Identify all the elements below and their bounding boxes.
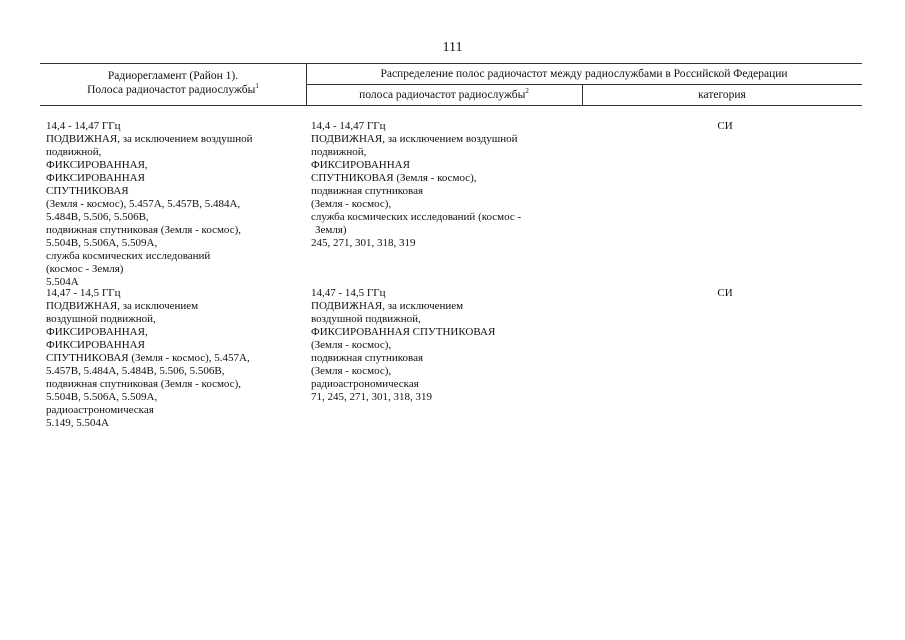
row1-col1: [46, 120, 252, 289]
row2-category: СИ: [717, 287, 733, 299]
footnote-2-marker: 2: [525, 87, 529, 96]
header-col2-title-text: Распределение полос радиочастот между радиослужбами в Российской Федерации: [380, 68, 788, 80]
row1-col2-line: СПУТНИКОВАЯ (Земля - космос),: [311, 172, 477, 184]
row1-col1-line: подвижной,: [46, 146, 102, 158]
row1-col2-line: подвижная спутниковая: [311, 185, 424, 197]
row2-col2-line: (Земля - космос),: [311, 365, 392, 377]
row2-col1-line: 5.504B, 5.506A, 5.509A,: [46, 391, 158, 403]
row2-col1-line: 5.457B, 5.484A, 5.484B, 5.506, 5.506B,: [46, 365, 225, 377]
header-sub-rule: [306, 84, 862, 85]
header-col2a-text: полоса радиочастот радиослужбы: [359, 89, 526, 101]
row1-col1-line: 5.504A: [46, 276, 79, 288]
page-number: 111: [442, 40, 463, 55]
table-top-rule: [40, 63, 862, 64]
footnote-1-marker: 1: [255, 82, 259, 91]
row2-col2-line: воздушной подвижной,: [311, 313, 421, 325]
row2-col2-line: 14,47 - 14,5 ГГц: [311, 287, 386, 299]
row1-col1-line: (космос - Земля): [46, 263, 124, 275]
row2-col1-line: 5.149, 5.504A: [46, 417, 109, 429]
header-col1-line1: Радиорегламент (Район 1).: [107, 70, 239, 82]
row2-col1: [46, 287, 250, 430]
row1-col2-line: [311, 224, 521, 237]
row1-col2-line: подвижной,: [311, 146, 367, 158]
header-col2b-text: категория: [698, 89, 746, 101]
row1-col2-line: служба космических исследований (космос -: [311, 211, 522, 223]
row2-col1-line: подвижная спутниковая (Земля - космос),: [46, 378, 242, 390]
row2-col2-line: подвижная спутниковая: [311, 352, 424, 364]
row2-col2: [311, 287, 495, 404]
header-col1-line2-text: Полоса радиочастот радиослужбы: [87, 84, 256, 96]
row1-col2: [311, 120, 521, 250]
row2-col2-line: (Земля - космос),: [311, 339, 392, 351]
row1-col1-line: 14,4 - 14,47 ГГц: [46, 120, 121, 132]
row1-col1-line: СПУТНИКОВАЯ: [46, 185, 129, 197]
row2-col2-line: 71, 245, 271, 301, 318, 319: [311, 391, 432, 403]
row1-col2-line: 14,4 - 14,47 ГГц: [311, 120, 386, 132]
row2-col1-line: 14,47 - 14,5 ГГц: [46, 287, 121, 299]
row2-col2-line: ПОДВИЖНАЯ, за исключением: [311, 300, 464, 312]
row2-col1-line: воздушной подвижной,: [46, 313, 156, 325]
row2-col1-line: ФИКСИРОВАННАЯ,: [46, 326, 148, 338]
row1-col2-line-text: Земля): [315, 224, 347, 236]
row1-col2-line: (Земля - космос),: [311, 198, 392, 210]
row2-col1-line: радиоастрономическая: [46, 404, 154, 416]
row1-col2-line: 245, 271, 301, 318, 319: [311, 237, 416, 249]
row1-col2-line: ФИКСИРОВАННАЯ: [311, 159, 410, 171]
row1-col1-line: 5.504B, 5.506A, 5.509A,: [46, 237, 158, 249]
header-col1: [40, 69, 306, 97]
row2-col1-line: ФИКСИРОВАННАЯ: [46, 339, 145, 351]
row2-col1-line: СПУТНИКОВАЯ (Земля - космос), 5.457A,: [46, 352, 250, 364]
row1-col1-line: 5.484B, 5.506, 5.506B,: [46, 211, 149, 223]
row1-col1-line: подвижная спутниковая (Земля - космос),: [46, 224, 242, 236]
row2-col2-line: радиоастрономическая: [311, 378, 419, 390]
row1-col1-line: ФИКСИРОВАННАЯ: [46, 172, 145, 184]
row1-category: СИ: [717, 120, 733, 132]
header-col2-title: [306, 67, 862, 81]
header-bottom-rule: [40, 105, 862, 106]
row2-col1-line: ПОДВИЖНАЯ, за исключением: [46, 300, 199, 312]
row1-col1-line: ФИКСИРОВАННАЯ,: [46, 159, 148, 171]
row1-col1-line: (Земля - космос), 5.457A, 5.457B, 5.484A,: [46, 198, 241, 210]
header-col2b: [582, 88, 862, 102]
row1-col2-line: ПОДВИЖНАЯ, за исключением воздушной: [311, 133, 518, 145]
header-col2a: [306, 88, 582, 102]
header-col1-line2: [40, 83, 306, 97]
row1-col1-line: ПОДВИЖНАЯ, за исключением воздушной: [46, 133, 253, 145]
row2-col2-line: ФИКСИРОВАННАЯ СПУТНИКОВАЯ: [311, 326, 496, 338]
row1-col1-line: служба космических исследований: [46, 250, 211, 262]
